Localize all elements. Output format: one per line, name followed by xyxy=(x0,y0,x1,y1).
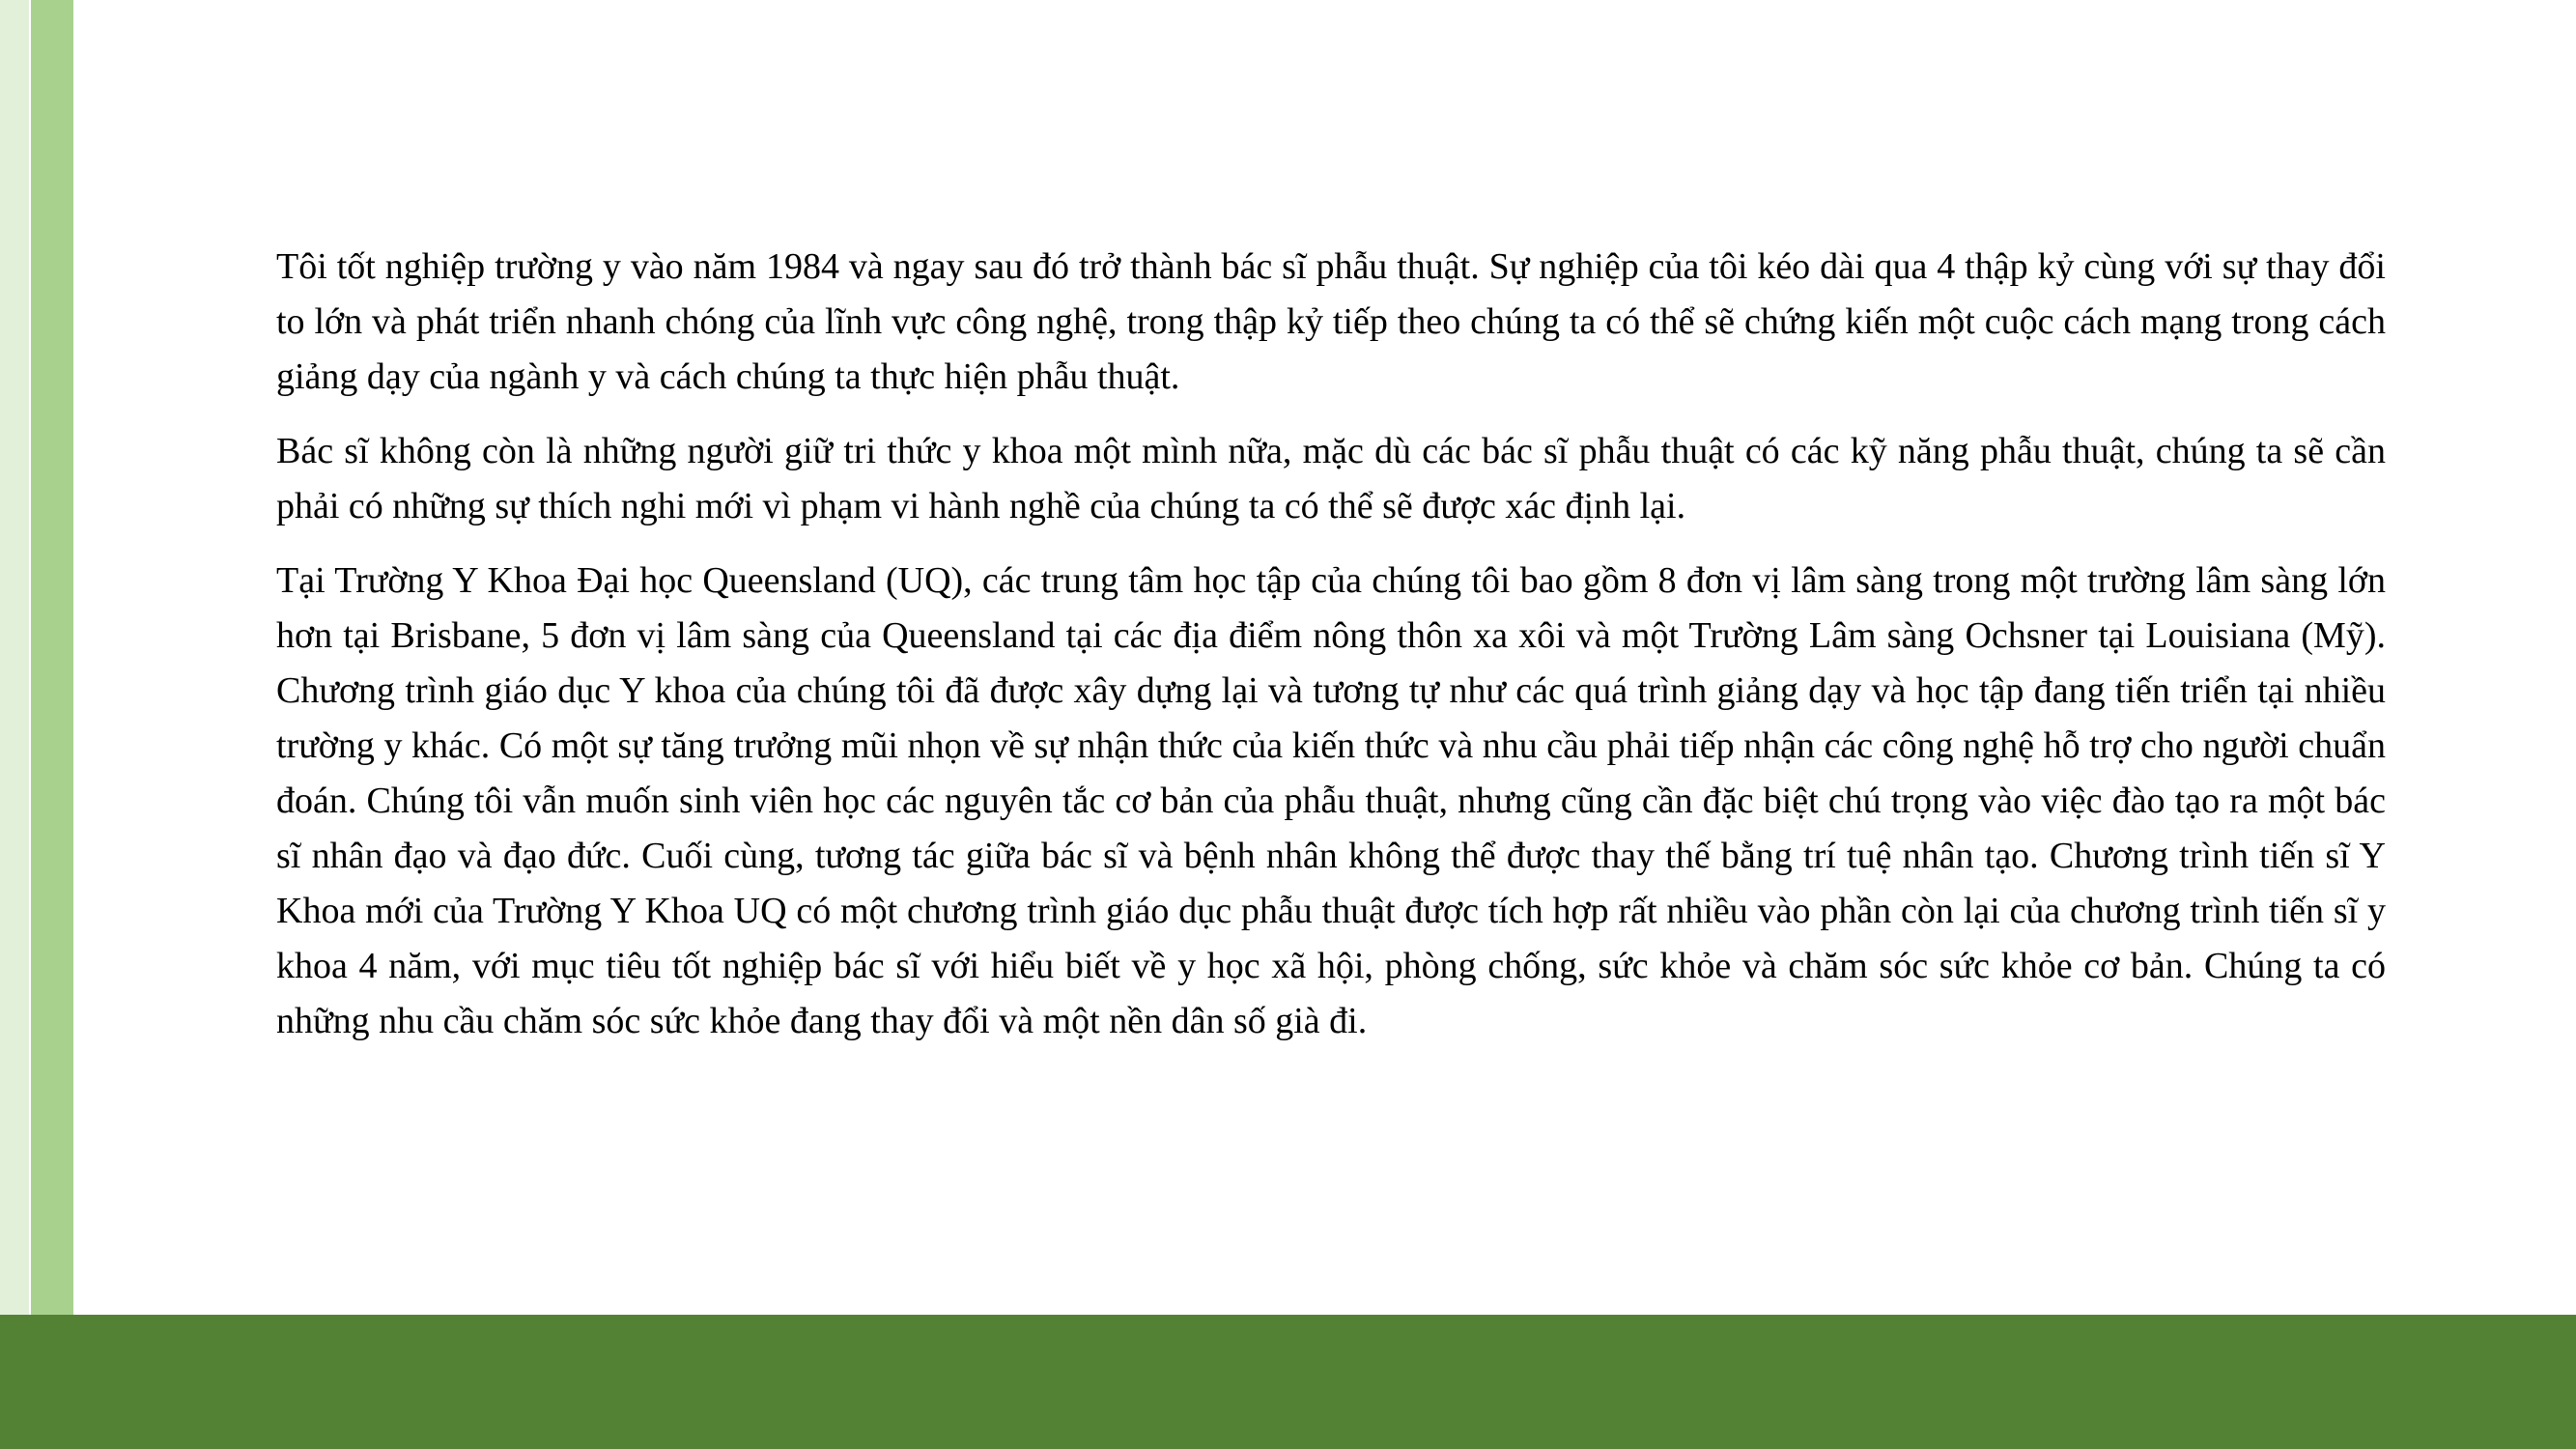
left-decor-stripe-pale xyxy=(0,0,29,1315)
paragraph-2: Bác sĩ không còn là những người giữ tri thức y khoa một mình nữa, mặc dù các bác sĩ phẫu thuật có các kỹ năng phẫu thuật, chúng ta sẽ cần phải có những sự thích nghi mới vì phạm vi hành nghề của chúng ta có thể sẽ được xác định lại. xyxy=(276,431,2386,526)
left-decor-stripe-green xyxy=(31,0,73,1315)
paragraph-3: Tại Trường Y Khoa Đại học Queensland (UQ), các trung tâm học tập của chúng tôi bao gồm 8 đơn vị lâm sàng trong một trường lâm sàng lớn hơn tại Brisbane, 5 đơn vị lâm sàng của Queensland tại các địa điểm nông thôn xa xôi và một Trường Lâm sàng Ochsner tại Louisiana (Mỹ). Chương trình giáo dục Y khoa của chúng tôi đã được xây dựng lại và tương tự như các quá trình giảng dạy và học tập đang tiến triển tại nhiều trường y khác. Có một sự tăng trưởng mũi nhọn về sự nhận thức của kiến thức và nhu cầu phải tiếp nhận các công nghệ hỗ trợ cho người chuẩn đoán. Chúng tôi vẫn muốn sinh viên học các nguyên tắc cơ bản của phẫu thuật, nhưng cũng cần đặc biệt chú trọng vào việc đào tạo ra một bác sĩ nhân đạo và đạo đức. Cuối cùng, tương tác giữa bác sĩ và bệnh nhân không thể được thay thế bằng trí tuệ nhân tạo. Chương trình tiến sĩ Y Khoa mới của Trường Y Khoa UQ có một chương trình giáo dục phẫu thuật được tích hợp rất nhiều vào phần còn lại của chương trình tiến sĩ y khoa 4 năm, với mục tiêu tốt nghiệp bác sĩ với hiểu biết về y học xã hội, phòng chống, sức khỏe và chăm sóc sức khỏe cơ bản. Chúng ta có những nhu cầu chăm sóc sức khỏe đang thay đổi và một nền dân số già đi. xyxy=(276,560,2386,1041)
paragraph-1: Tôi tốt nghiệp trường y vào năm 1984 và ngay sau đó trở thành bác sĩ phẫu thuật. Sự nghiệp của tôi kéo dài qua 4 thập kỷ cùng với sự thay đổi to lớn và phát triển nhanh chóng của lĩnh vực công nghệ, trong thập kỷ tiếp theo chúng ta có thể sẽ chứng kiến một cuộc cách mạng trong cách giảng dạy của ngành y và cách chúng ta thực hiện phẫu thuật. xyxy=(276,246,2386,397)
slide-body xyxy=(276,240,2386,1068)
footer-band xyxy=(0,1315,2576,1449)
